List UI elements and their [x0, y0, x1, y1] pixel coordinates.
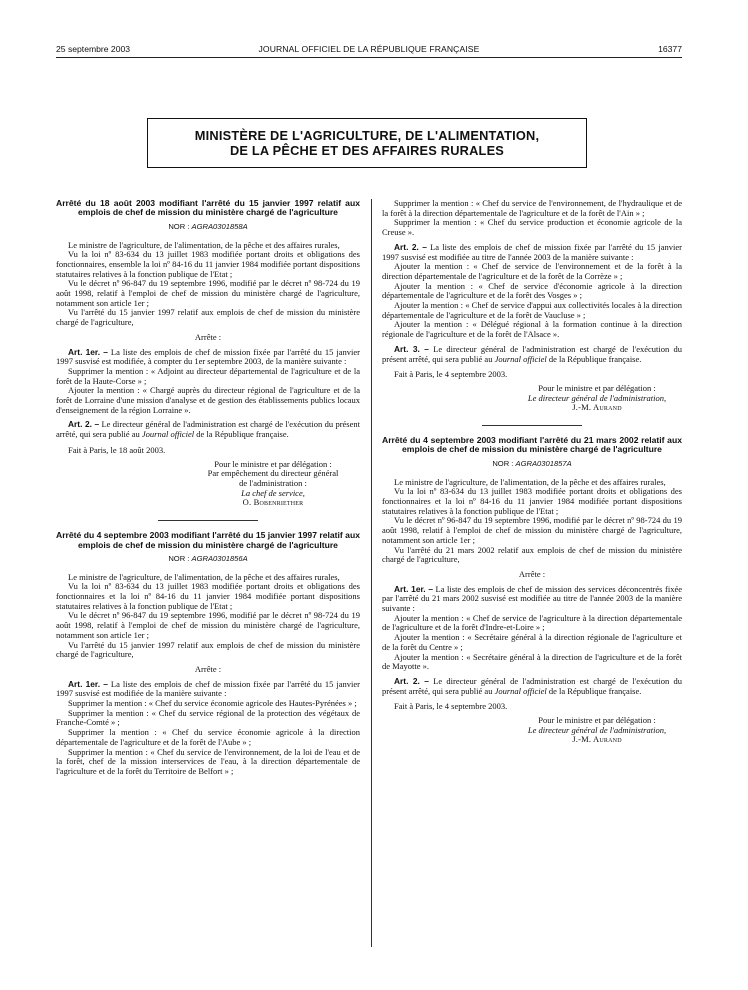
article-label: Art. 2. –: [68, 419, 100, 430]
article-label: Art. 1er. –: [394, 583, 433, 594]
article-1: [56, 680, 360, 699]
header-date: 25 septembre 2003: [56, 44, 131, 54]
decree-2: [56, 531, 360, 777]
fait-a-paris: Fait à Paris, le 18 août 2003.: [68, 444, 166, 455]
paragraph: Vu l'arrêté du 15 janvier 1997 relatif aux emplois de chef de mission du ministère chargé de l'agriculture,: [56, 639, 360, 660]
signature-title: Le directeur général de l'administration,: [527, 724, 667, 735]
paragraph: Ajouter la mention : « Chef de service de l'agriculture à la direction départementale de l'agriculture et de la forêt d'Indre-et-Loire » ;: [382, 612, 682, 633]
journal-officiel-ref: Journal officiel: [494, 353, 547, 364]
journal-officiel-ref: Journal officiel: [494, 685, 547, 696]
paragraph: Vu le décret nº 96-847 du 19 septembre 1996, modifié par le décret nº 98-724 du 19 août 1998, relatif à l'emploi de chef de mission du ministère chargé de l'agriculture, notamment son article 1er ;: [56, 278, 360, 308]
article-1: [382, 585, 682, 614]
signatory-name: J.-M. Aurand: [572, 734, 622, 745]
signature-line: Pour le ministre et par délégation :: [214, 458, 332, 469]
article-2: [56, 420, 360, 439]
column-divider: [371, 199, 372, 947]
paragraph: Supprimer la mention : « Chef du service économie agricole des Hautes-Pyrénées » ;: [68, 698, 357, 709]
decree-3-nor: [382, 459, 682, 469]
article-label: Art. 1er. –: [68, 678, 108, 689]
right-column: [382, 199, 682, 745]
article-label: Art. 3. –: [394, 343, 429, 354]
decree-2-title: Arrêté du 4 septembre 2003 modifiant l'arrêté du 15 janvier 1997 relatif aux emplois de chef de mission du ministère chargé de l'agriculture: [56, 530, 360, 550]
paragraph: Vu l'arrêté du 15 janvier 1997 relatif aux emplois de chef de mission du ministère chargé de l'agriculture,: [56, 307, 360, 328]
article-text-end: de la République française.: [546, 685, 642, 696]
signature-block: [382, 716, 682, 745]
signatory-name: O. Bobenriether: [242, 497, 304, 508]
signature-title: La chef de service,: [241, 487, 305, 498]
article-label: Art. 2. –: [394, 675, 429, 686]
decree-separator: [482, 425, 582, 426]
nor-label: NOR :: [168, 221, 192, 231]
fait-a-paris: Fait à Paris, le 4 septembre 2003.: [394, 369, 508, 380]
paragraph: Supprimer la mention : « Chef du service de l'environnement, de la loi de l'eau et de la forêt, chef de la mission interservices de l'eau, à la direction départementale de l'agriculture et de la forêt du Territoire de Belfort » ;: [56, 746, 360, 776]
paragraph: Supprimer la mention : « Chef du service économie agricole à la direction départementale de l'agriculture et de la forêt de l'Aube » ;: [56, 727, 360, 747]
arrete-label: Arrête :: [194, 331, 222, 342]
signature-block: [382, 384, 682, 413]
paragraph: Ajouter la mention : « Chef de service de l'environnement et de la forêt à la direction départementale de l'agriculture et de la forêt de la Corrèze » ;: [382, 261, 682, 281]
header-rule: [56, 57, 682, 58]
paragraph: Vu le décret nº 96-847 du 19 septembre 1996, modifié par le décret nº 98-724 du 19 août 1998, relatif à l'emploi de chef de mission du ministère chargé de l'agriculture, notamment son article 1er ;: [382, 515, 682, 545]
paragraph: Supprimer la mention : « Chef du service de l'environnement, de l'hydraulique et de la forêt à la direction départementale de l'agriculture et de la forêt de l'Ain » ;: [382, 198, 682, 218]
paragraph: Vu la loi nº 83-634 du 13 juillet 1983 modifiée portant droits et obligations des fonctionnaires et la loi nº 84-16 du 11 janvier 1984 modifiée portant dispositions statutaires relatives à la fonction publique de l'Etat ;: [56, 581, 360, 611]
article-text: Le directeur général de l'administration est chargé de l'exécution du présent arrêté, qui sera publié au: [382, 675, 682, 696]
paragraph: Supprimer la mention : « Adjoint au directeur départemental de l'agriculture et de la forêt de la Haute-Corse » ;: [56, 365, 360, 386]
decree-3: [382, 436, 682, 745]
paragraph: Vu l'arrêté du 21 mars 2002 relatif aux emplois de chef de mission du ministère chargé de l'agriculture,: [382, 544, 682, 565]
paragraph: Ajouter la mention : « Chef de service d'appui aux collectivités locales à la direction départementale de l'agriculture et de la forêt de Vaucluse » ;: [382, 300, 682, 320]
paragraph: Le ministre de l'agriculture, de l'alimentation, de la pêche et des affaires rurales,: [68, 571, 340, 582]
decree-3-title: Arrêté du 4 septembre 2003 modifiant l'arrêté du 21 mars 2002 relatif aux emplois de chef de mission du ministère chargé de l'agriculture: [382, 435, 682, 455]
article-text: La liste des emplois de chef de mission des services déconcentrés fixée par l'arrêté du 21 mars 2002 susvisé est modifiée au titre de l'année 2003 de la manière suivante :: [382, 583, 682, 614]
signatory-name: J.-M. Aurand: [572, 402, 622, 413]
article-text-end: de la République française.: [194, 429, 289, 440]
article-2: [382, 243, 682, 262]
article-text: La liste des emplois de chef de mission fixée par l'arrêté du 15 janvier 1997 susvisé est modifiée, à compter du 1er septembre 2003, de la manière suivante :: [56, 346, 360, 367]
header-journal-title: JOURNAL OFFICIEL DE LA RÉPUBLIQUE FRANÇAISE: [258, 44, 480, 54]
article-1: [56, 348, 360, 367]
left-column: [56, 199, 360, 777]
signature-line: Pour le ministre et par délégation :: [538, 715, 656, 726]
paragraph: Ajouter la mention : « Secrétaire général à la direction régionale de l'agriculture et de la forêt du Centre » ;: [382, 632, 682, 652]
paragraph: Ajouter la mention : « Chef de service d'économie agricole à la direction départementale de l'agriculture et de la forêt des Vosges » ;: [382, 280, 682, 301]
article-label: Art. 2. –: [394, 241, 427, 252]
signature-line: Pour le ministre et par délégation :: [538, 382, 656, 393]
article-text: La liste des emplois de chef de mission fixée par l'arrêté du 15 janvier 1997 susvisé est modifiée de la manière suivante :: [56, 678, 360, 699]
article-3: [382, 345, 682, 364]
paragraph: Ajouter la mention : « Délégué régional à la formation continue à la direction régionale de l'agriculture et de la forêt de l'Alsace ».: [382, 319, 682, 340]
nor-label: NOR :: [168, 553, 192, 563]
nor-code: AGRA0301856A: [191, 553, 248, 563]
paragraph: Vu la loi nº 83-634 du 13 juillet 1983 modifiée portant droits et obligations des fonctionnaires, ensemble la loi nº 84-16 du 11 janvier 1984 modifiée portant dispositions statutaires relatives à la fonction publique de l'Etat ;: [56, 249, 360, 279]
nor-label: NOR :: [492, 458, 516, 468]
article-text: La liste des emplois de chef de mission fixée par l'arrêté du 15 janvier 1997 susvisé est modifiée au titre de l'année 2003 de la manière suivante :: [382, 241, 682, 262]
arrete-label: Arrête :: [194, 663, 222, 674]
signature-line: Par empêchement du directeur général: [207, 468, 339, 479]
article-text: Le directeur général de l'administration est chargé de l'exécution du présent arrêté, qui sera publié au: [56, 419, 360, 440]
page-header: [56, 44, 682, 58]
ministry-line-2: DE LA PÊCHE ET DES AFFAIRES RURALES: [229, 143, 505, 158]
decree-2-nor: [56, 554, 360, 564]
signature-line: de l'administration :: [239, 477, 307, 488]
arrete-label: Arrête :: [518, 568, 546, 579]
fait-a-paris: Fait à Paris, le 4 septembre 2003.: [394, 701, 508, 712]
decree-1-nor: [56, 222, 360, 232]
signature-block: [56, 460, 360, 509]
paragraph: Vu le décret nº 96-847 du 19 septembre 1996, modifié par le décret nº 98-724 du 19 août 1998, relatif à l'emploi de chef de mission du ministère chargé de l'agriculture, notamment son article 1er ;: [56, 610, 360, 640]
ministry-box: [147, 118, 587, 168]
decree-1-title: Arrêté du 18 août 2003 modifiant l'arrêté du 15 janvier 1997 relatif aux emplois de chef de mission du ministère chargé de l'agriculture: [56, 198, 360, 218]
paragraph: Vu la loi nº 83-634 du 13 juillet 1983 modifiée portant droits et obligations des fonctionnaires et la loi nº 84-16 du 11 janvier 1984 modifiée portant dispositions statutaires relatives à la fonction publique de l'Etat ;: [382, 486, 682, 516]
paragraph: Ajouter la mention : « Secrétaire général à la direction de l'agriculture et de la forêt de Mayotte ».: [382, 651, 682, 672]
decree-1: [56, 199, 360, 508]
paragraph: Supprimer la mention : « Chef du service régional de la protection des végétaux de Franche-Comté » ;: [56, 707, 360, 728]
ministry-line-1: MINISTÈRE DE L'AGRICULTURE, DE L'ALIMENTATION,: [194, 128, 540, 143]
paragraph: Le ministre de l'agriculture, de l'alimentation, de la pêche et des affaires rurales,: [68, 239, 340, 250]
nor-code: AGRA0301857A: [515, 458, 572, 468]
paragraph: Supprimer la mention : « Chef du service production et économie agricole de la Creuse ».: [382, 217, 682, 238]
article-text: Le directeur général de l'administration est chargé de l'exécution du présent arrêté, qui sera publié au: [382, 343, 682, 364]
nor-code: AGRA0301858A: [191, 221, 248, 231]
paragraph: Ajouter la mention : « Chargé auprès du directeur régional de l'agriculture et de la forêt de Lorraine d'une mission d'analyse et de gestion des établissements publics locaux d'enseignement de la région Lorraine ».: [56, 385, 360, 415]
decree-2-continued: [382, 199, 682, 413]
article-2: [382, 677, 682, 696]
decree-separator: [158, 520, 258, 521]
article-text-end: de la République française.: [546, 353, 642, 364]
article-label: Art. 1er. –: [68, 346, 108, 357]
header-page-number: 16377: [658, 44, 682, 54]
signature-title: Le directeur général de l'administration,: [527, 392, 667, 403]
paragraph: Le ministre de l'agriculture, de l'alimentation, de la pêche et des affaires rurales,: [394, 476, 666, 487]
journal-officiel-ref: Journal officiel: [141, 429, 195, 440]
